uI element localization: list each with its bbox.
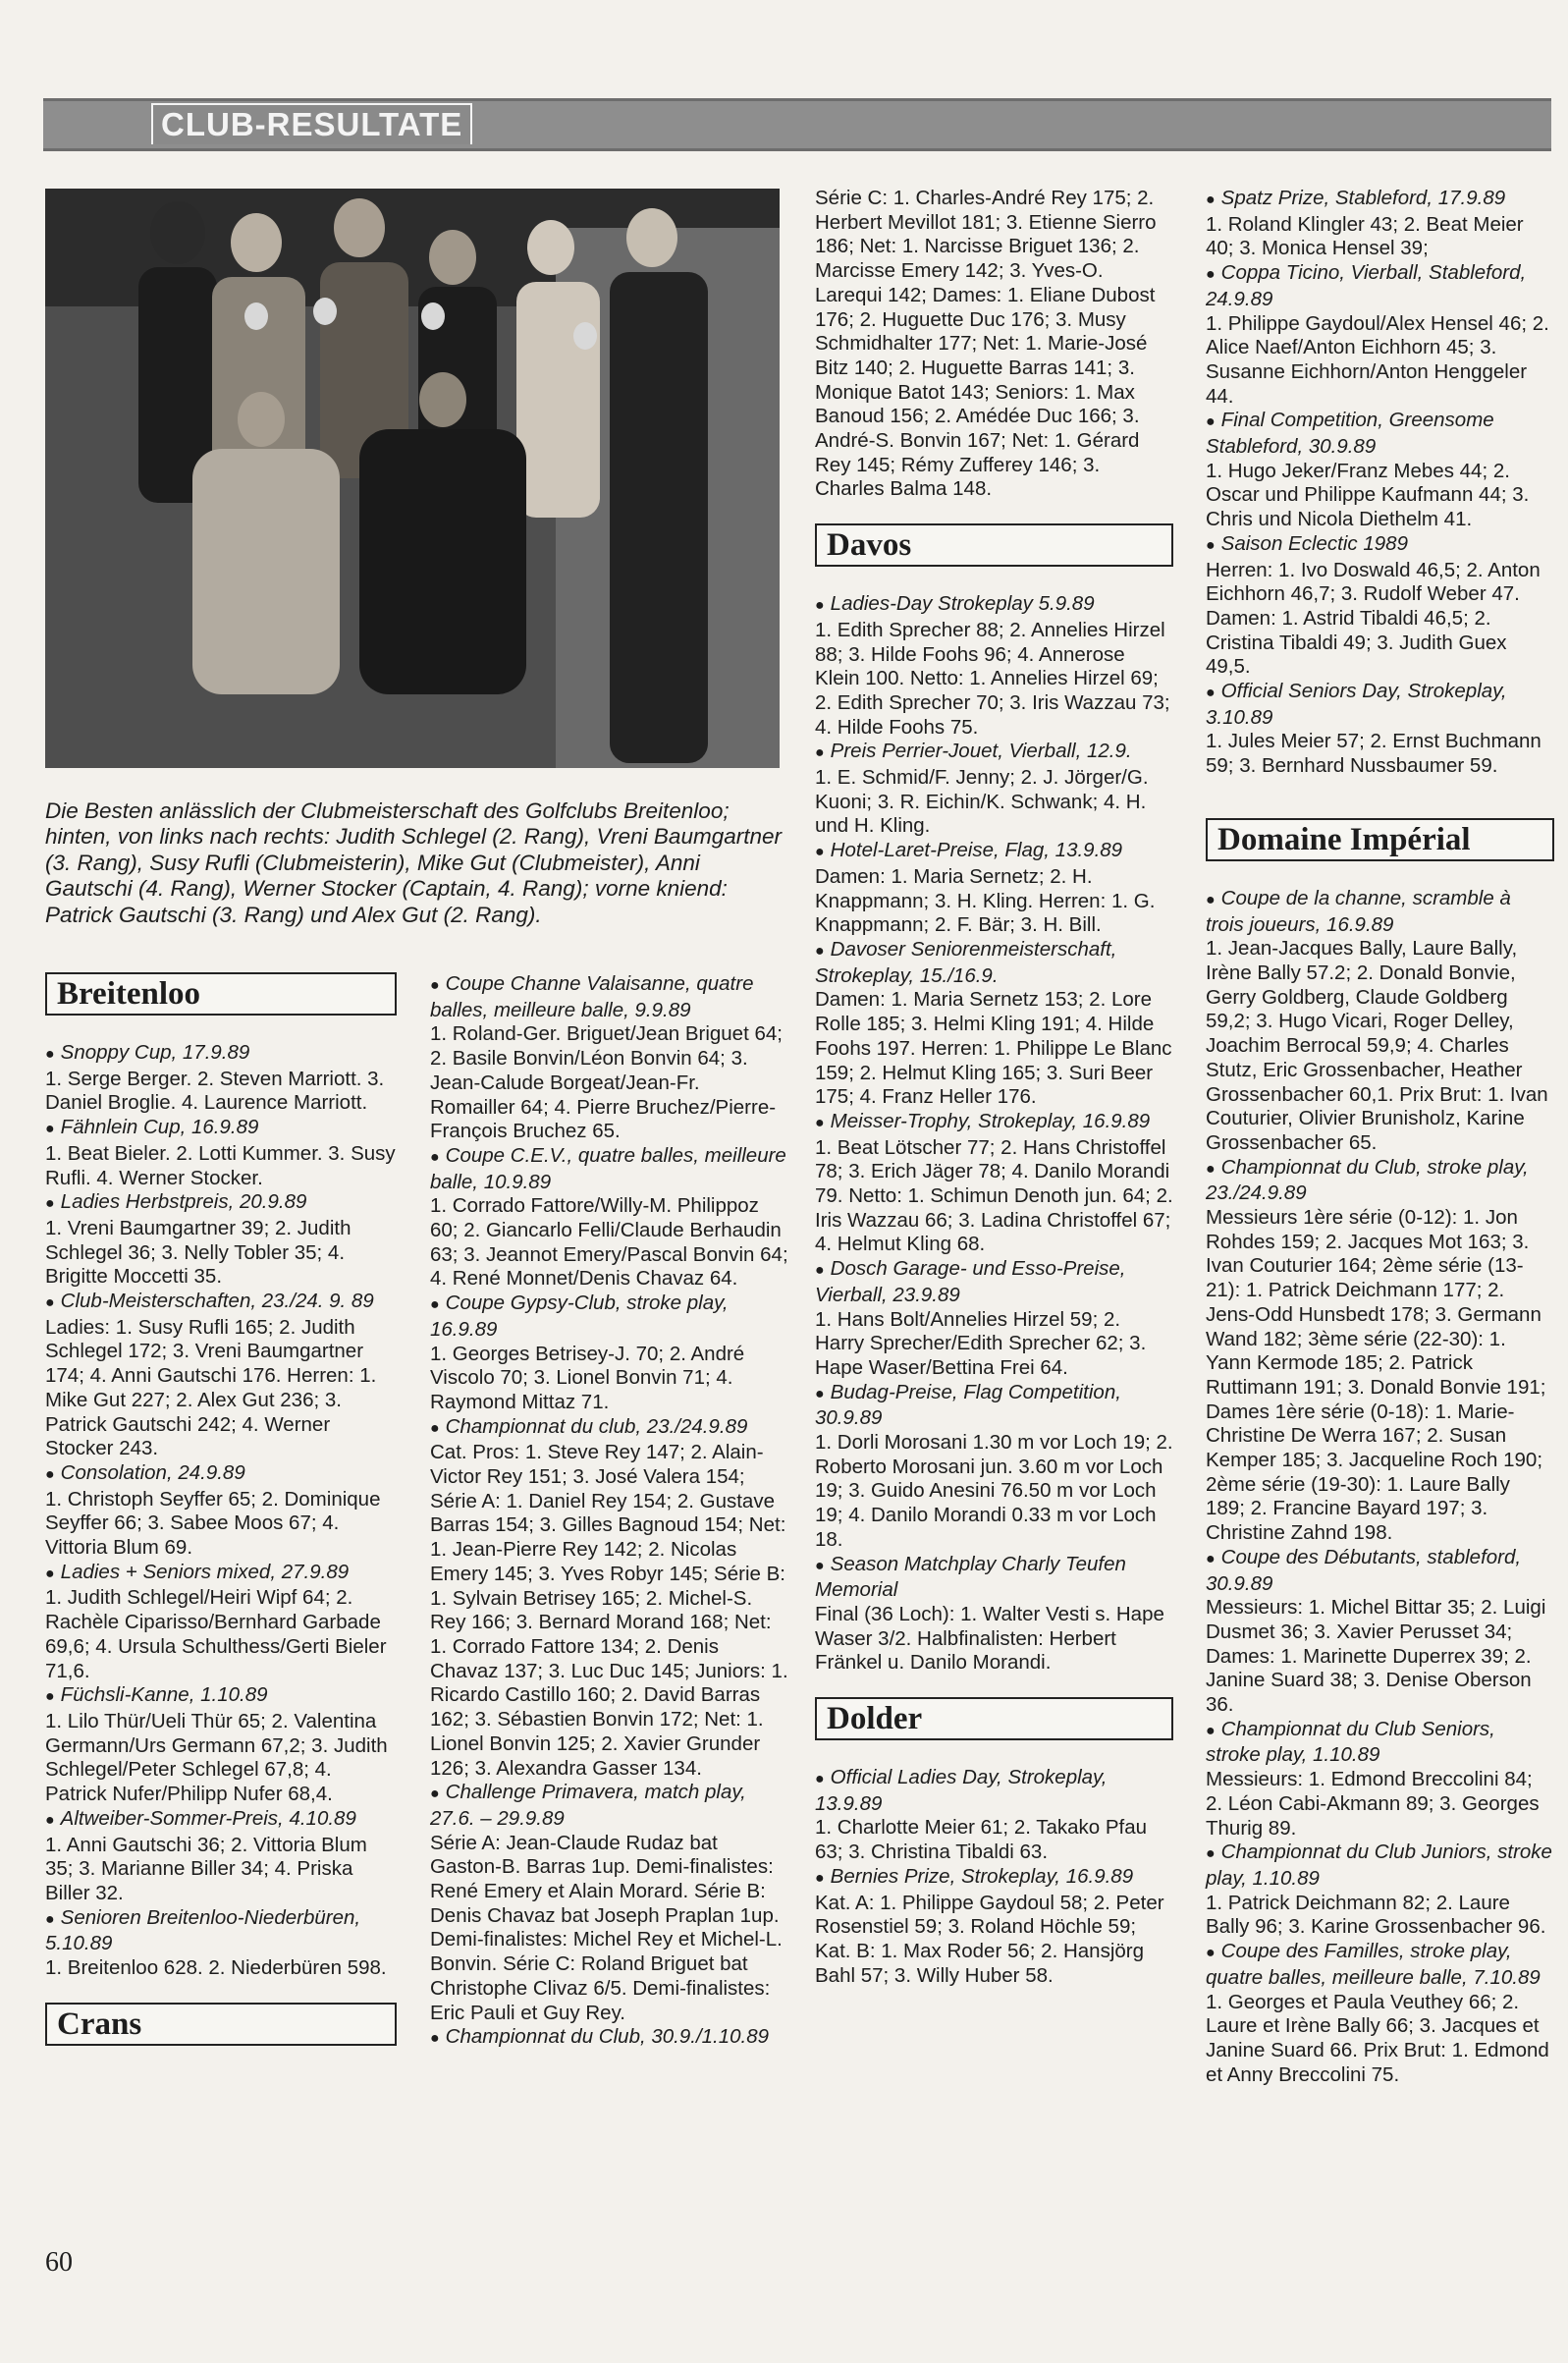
event-results: 1. Beat Lötscher 77; 2. Hans Christoffel 78; 3. Erich Jäger 78; 4. Danilo Morandi 79. Netto: 1. Schimun Denoth jun. 64; 2. Iris Wazzau 66; 3. Ladina Christoffel 67; 4. Helmut Kling 68. <box>815 1135 1173 1256</box>
event-results: 1. Serge Berger. 2. Steven Marriott. 3. Daniel Broglie. 4. Laurence Marriott. <box>45 1067 385 1115</box>
event-results: 1. Beat Bieler. 2. Lotti Kummer. 3. Susy Rufli. 4. Werner Stocker. <box>45 1141 396 1189</box>
event-title: ● Coupe Gypsy-Club, stroke play, 16.9.89 <box>430 1291 729 1341</box>
event-results: Messieurs: 1. Edmond Breccolini 84; 2. Léon Cabi-Akmann 89; 3. Georges Thurig 89. <box>1206 1768 1540 1840</box>
section-heading-davos: Davos <box>815 523 1173 567</box>
event-results: 1. Anni Gautschi 36; 2. Vittoria Blum 35; 3. Marianne Biller 34; 4. Priska Biller 32. <box>45 1833 367 1904</box>
event-title: ● Season Matchplay Charly Teufen Memorial <box>815 1553 1126 1602</box>
section-heading-domaine-imperial: Domaine Impérial <box>1206 818 1554 861</box>
event-results: 1. Corrado Fattore/Willy-M. Philippoz 60; 2. Giancarlo Felli/Claude Berhaudin 63; 3. Jeannot Emery/Pascal Bonvin 64; 4. René Monnet/Denis Chavaz 64. <box>430 1194 788 1291</box>
event-title: ● Coupe des Familles, stroke play, quatre balles, meilleure balle, 7.10.89 <box>1206 1940 1541 1989</box>
photo-caption: Die Besten anlässlich der Clubmeisterschaft des Golfclubs Breitenloo; hinten, von links nach rechts: Judith Schlegel (2. Rang), Vreni Baumgartner (3. Rang), Susy Rufli (Clubmeisterin), Mike Gut (Clubmeister), Anni Gautschi (4. Rang), Werner Stocker (Captain, 4. Rang); vorne kniend: Patrick Gautschi (3. Rang) und Alex Gut (2. Rang). <box>45 797 782 927</box>
event-results: 1. Lilo Thür/Ueli Thür 65; 2. Valentina Germann/Urs Germann 67,2; 3. Judith Schlegel/Peter Schlegel 67,8; 4. Patrick Nufer/Philipp Nufer 68,4. <box>45 1709 388 1806</box>
event-results: 1. Charlotte Meier 61; 2. Takako Pfau 63; 3. Christina Tibaldi 63. <box>815 1816 1148 1864</box>
event-title: ● Coupe des Débutants, stableford, 30.9.89 <box>1206 1546 1521 1595</box>
event-results: 1. Judith Schlegel/Heiri Wipf 64; 2. Rachèle Ciparisso/Bernhard Garbade 69,6; 4. Ursula Schulthess/Gerti Bieler 71,6. <box>45 1586 387 1682</box>
event-results: 1. Edith Sprecher 88; 2. Annelies Hirzel 88; 3. Hilde Foohs 96; 4. Annerose Klein 100. Netto: 1. Annelies Hirzel 69; 2. Edith Sprecher 70; 3. Iris Wazzau 73; 4. Hilde Foohs 75. <box>815 618 1170 739</box>
section-heading-breitenloo: Breitenloo <box>45 972 397 1016</box>
event-title: ● Davoser Seniorenmeisterschaft, Strokeplay, 15./16.9. <box>815 938 1116 987</box>
event-title: ● Ladies-Day Strokeplay 5.9.89 <box>815 592 1095 615</box>
event-results: Final (36 Loch): 1. Walter Vesti s. Hape Waser 3/2. Halbfinalisten: Herbert Fränkel u. Danilo Morandi. <box>815 1602 1164 1675</box>
event-results: 1. Breitenloo 628. 2. Niederbüren 598. <box>45 1956 387 1980</box>
event-results: 1. Jules Meier 57; 2. Ernst Buchmann 59; 3. Bernhard Nussbaumer 59. <box>1206 730 1541 778</box>
event-results: 1. E. Schmid/F. Jenny; 2. J. Jörger/G. Kuoni; 3. R. Eichin/K. Schwank; 4. H. und H. Kling. <box>815 766 1149 838</box>
column-4 <box>1206 187 1554 2087</box>
event-results: 1. Georges Betrisey-J. 70; 2. André Viscolo 70; 3. Lionel Bonvin 71; 4. Raymond Mittaz 71. <box>430 1342 745 1413</box>
event-results: 1. Hugo Jeker/Franz Mebes 44; 2. Oscar und Philippe Kaufmann 44; 3. Chris und Nicola Diethelm 41. <box>1206 459 1530 531</box>
event-results: Messieurs 1ère série (0-12): 1. Jon Rohdes 159; 2. Jacques Mot 163; 3. Ivan Couturier 164; 2ème série (13-21): 1. Patrick Deichmann 177; 2. Jens-Odd Hunsbedt 178; 3. Germann Wand 182; 3ème série (22-30): 1. Yann Kermode 185; 2. Patrick Ruttimann 191; 3. Donald Bonvie 191; Dames 1ère série (0-18): 1. Marie-Christine De Werra 167; 2. Susan Kemper 185; 3. Jacqueline Roch 190; 2ème série (19-30): 1. Laure Bally 189; 2. Francine Bayard 197; 3. Christine Zahnd 198. <box>1206 1206 1546 1545</box>
event-title: ● Club-Meisterschaften, 23./24. 9. 89 <box>45 1290 374 1312</box>
event-title: ● Preis Perrier-Jouet, Vierball, 12.9. <box>815 740 1132 762</box>
event-title: ● Spatz Prize, Stableford, 17.9.89 <box>1206 187 1505 209</box>
results-breitenloo <box>45 1041 397 1981</box>
column-2 <box>430 972 788 2052</box>
section-banner <box>43 98 1551 151</box>
event-results: 1. Patrick Deichmann 82; 2. Laure Bally 96; 3. Karine Grossenbacher 96. <box>1206 1891 1546 1939</box>
event-title: ● Fähnlein Cup, 16.9.89 <box>45 1116 258 1138</box>
section-heading-dolder: Dolder <box>815 1697 1173 1740</box>
event-title: ● Consolation, 24.9.89 <box>45 1461 245 1484</box>
event-title: ● Budag-Preise, Flag Competition, 30.9.89 <box>815 1381 1121 1430</box>
event-results: 1. Jean-Jacques Bally, Laure Bally, Irène Bally 57.2; 2. Donald Bonvie, Gerry Goldberg, Claude Goldberg 59,2; 3. Hugo Vicari, Roger Delley, Joachim Berrocal 59,9; 4. Charles Stutz, Eric Grossenbacher, Heather Grossenbacher 60,1. Prix Brut: 1. Ivan Couturier, Olivier Brunisholz, Karine Grossenbacher 65. <box>1206 937 1548 1154</box>
event-results: 1. Georges et Paula Veuthey 66; 2. Laure et Irène Bally 66; 3. Jacques et Janine Suard 66. Prix Brut: 1. Edmond et Anny Breccolini 75. <box>1206 1990 1549 2086</box>
event-title: ● Meisser-Trophy, Strokeplay, 16.9.89 <box>815 1110 1150 1132</box>
event-title: ● Championnat du Club, stroke play, 23./24.9.89 <box>1206 1156 1529 1205</box>
event-results: 1. Philippe Gaydoul/Alex Hensel 46; 2. Alice Naef/Anton Eichhorn 45; 3. Susanne Eichhorn/Anton Henggeler 44. <box>1206 311 1549 408</box>
event-title: ● Altweiber-Sommer-Preis, 4.10.89 <box>45 1807 356 1830</box>
event-title: ● Coupe Channe Valaisanne, quatre balles, meilleure balle, 9.9.89 <box>430 972 753 1021</box>
page-number: 60 <box>45 2247 73 2278</box>
event-results: 1. Roland Klingler 43; 2. Beat Meier 40; 3. Monica Hensel 39; <box>1206 212 1524 260</box>
event-title: ● Official Ladies Day, Strokeplay, 13.9.89 <box>815 1766 1107 1815</box>
event-results: Damen: 1. Maria Sernetz; 2. H. Knappmann; 3. H. Kling. Herren: 1. G. Knappmann; 2. F. Bär; 3. H. Bill. <box>815 864 1156 937</box>
event-results: Messieurs: 1. Michel Bittar 35; 2. Luigi Dusmet 36; 3. Xavier Perusset 34; Dames: 1. Marinette Duperrex 39; 2. Janine Suard 38; 3. Denise Oberson 36. <box>1206 1596 1546 1717</box>
event-results: 1. Vreni Baumgartner 39; 2. Judith Schlegel 36; 3. Nelly Tobler 35; 4. Brigitte Moccetti 35. <box>45 1216 351 1289</box>
event-results: Kat. A: 1. Philippe Gaydoul 58; 2. Peter Rosenstiel 59; 3. Roland Höchle 59; Kat. B: 1. Max Roder 56; 2. Hansjörg Bahl 57; 3. Willy Huber 58. <box>815 1891 1164 1987</box>
event-title: ● Ladies + Seniors mixed, 27.9.89 <box>45 1561 349 1583</box>
event-title: ● Coppa Ticino, Vierball, Stableford, 24.9.89 <box>1206 261 1526 310</box>
event-results: Ladies: 1. Susy Rufli 165; 2. Judith Schlegel 172; 3. Vreni Baumgartner 174; 4. Anni Gautschi 176. Herren: 1. Mike Gut 227; 2. Alex Gut 236; 3. Patrick Gautschi 242; 4. Werner Stocker 243. <box>45 1315 377 1460</box>
event-title: ● Coupe C.E.V., quatre balles, meilleure balle, 10.9.89 <box>430 1144 786 1193</box>
event-title: ● Championnat du club, 23./24.9.89 <box>430 1415 747 1438</box>
event-title: ● Saison Eclectic 1989 <box>1206 532 1408 555</box>
group-photo <box>45 189 780 768</box>
event-title: ● Dosch Garage- und Esso-Preise, Vierball, 23.9.89 <box>815 1257 1125 1306</box>
event-title: ● Bernies Prize, Strokeplay, 16.9.89 <box>815 1865 1133 1888</box>
event-title: ● Senioren Breitenloo-Niederbüren, 5.10.89 <box>45 1906 360 1955</box>
event-title: ● Championnat du Club Seniors, stroke play, 1.10.89 <box>1206 1718 1495 1767</box>
event-results: 1. Roland-Ger. Briguet/Jean Briguet 64; 2. Basile Bonvin/Léon Bonvin 64; 3. Jean-Calude Borgeat/Jean-Fr. Romailler 64; 4. Pierre Bruchez/Pierre-François Bruchez 65. <box>430 1022 783 1143</box>
event-title: ● Final Competition, Greensome Stableford, 30.9.89 <box>1206 409 1494 458</box>
event-title: ● Championnat du Club, 30.9./1.10.89 <box>430 2025 769 2048</box>
event-title: ● Ladies Herbstpreis, 20.9.89 <box>45 1190 306 1213</box>
event-results: Série C: 1. Charles-André Rey 175; 2. Herbert Mevillot 181; 3. Etienne Sierro 186; Net: 1. Narcisse Briguet 136; 2. Marcisse Emery 142; 3. Yves-O. Larequi 142; Dames: 1. Eliane Dubost 176; 2. Huguette Duc 176; 3. Musy Schmidhalter 177; Net: 1. Marie-José Bitz 140; 2. Huguette Barras 141; 3. Monique Batot 143; Seniors: 1. Max Banoud 156; 2. Amédée Duc 166; 3. André-S. Bonvin 167; Net: 1. Gérard Rey 145; Rémy Zufferey 146; 3. Charles Balma 148. <box>815 187 1157 501</box>
column-3 <box>815 187 1173 1988</box>
banner-title: CLUB-RESULTATE <box>151 103 472 144</box>
event-title: ● Coupe de la channe, scramble à trois joueurs, 16.9.89 <box>1206 887 1511 936</box>
event-title: ● Championnat du Club Juniors, stroke play, 1.10.89 <box>1206 1841 1552 1890</box>
event-results: 1. Dorli Morosani 1.30 m vor Loch 19; 2. Roberto Morosani jun. 3.60 m vor Loch 19; 3. Guido Anesini 76.50 m vor Loch 19; 4. Danilo Morandi 0.33 m vor Loch 18. <box>815 1431 1173 1551</box>
event-results: 1. Christoph Seyffer 65; 2. Dominique Seyffer 66; 3. Sabee Moos 67; 4. Vittoria Blum 69. <box>45 1487 381 1560</box>
column-1 <box>45 972 397 2071</box>
event-title: ● Official Seniors Day, Strokeplay, 3.10.89 <box>1206 680 1507 729</box>
event-title: ● Snoppy Cup, 17.9.89 <box>45 1041 249 1064</box>
event-results: Herren: 1. Ivo Doswald 46,5; 2. Anton Eichhorn 46,7; 3. Rudolf Weber 47. Damen: 1. Astrid Tibaldi 46,5; 2. Cristina Tibaldi 49; 3. Judith Guex 49,5. <box>1206 558 1541 679</box>
event-title: ● Challenge Primavera, match play, 27.6. – 29.9.89 <box>430 1781 746 1830</box>
event-title: ● Hotel-Laret-Preise, Flag, 13.9.89 <box>815 839 1122 861</box>
event-title: ● Füchsli-Kanne, 1.10.89 <box>45 1683 268 1706</box>
photo-people-icon <box>45 189 780 768</box>
event-results: Série A: Jean-Claude Rudaz bat Gaston-B. Barras 1up. Demi-finalistes: René Emery et Alain Morard. Série B: Denis Chavaz bat Joseph Praplan 1up. Demi-finalistes: Michel Rey et Michel-L. Bonvin. Série C: Roland Briguet bat Christophe Clivaz 6/5. Demi-finalistes: Eric Pauli et Guy Rey. <box>430 1831 783 2024</box>
event-results: Damen: 1. Maria Sernetz 153; 2. Lore Rolle 185; 3. Helmi Kling 191; 4. Hilde Foohs 197. Herren: 1. Philippe Le Blanc 159; 2. Helmut Kling 165; 3. Suri Beer 175; 4. Franz Heller 176. <box>815 988 1172 1109</box>
event-results: 1. Hans Bolt/Annelies Hirzel 59; 2. Harry Sprecher/Edith Sprecher 62; 3. Hape Waser/Bettina Frei 64. <box>815 1307 1147 1379</box>
section-heading-crans: Crans <box>45 2003 397 2046</box>
event-results: Cat. Pros: 1. Steve Rey 147; 2. Alain-Victor Rey 151; 3. José Valera 154; Série A: 1. Daniel Rey 154; 2. Gustave Barras 154; 3. Gilles Bagnoud 154; Net: 1. Jean-Pierre Rey 142; 2. Nicolas Emery 145; 3. Yves Robyr 145; Série B: 1. Sylvain Betrisey 165; 2. Michel-S. Rey 166; 3. Bernard Morand 168; Net: 1. Corrado Fattore 134; 2. Denis Chavaz 137; 3. Luc Duc 145; Juniors: 1. Ricardo Castillo 160; 2. David Barras 162; 3. Sébastien Bonvin 172; Net: 1. Lionel Bonvin 125; 2. Xavier Grunder 126; 3. Alexandra Gasser 134. <box>430 1441 788 1780</box>
